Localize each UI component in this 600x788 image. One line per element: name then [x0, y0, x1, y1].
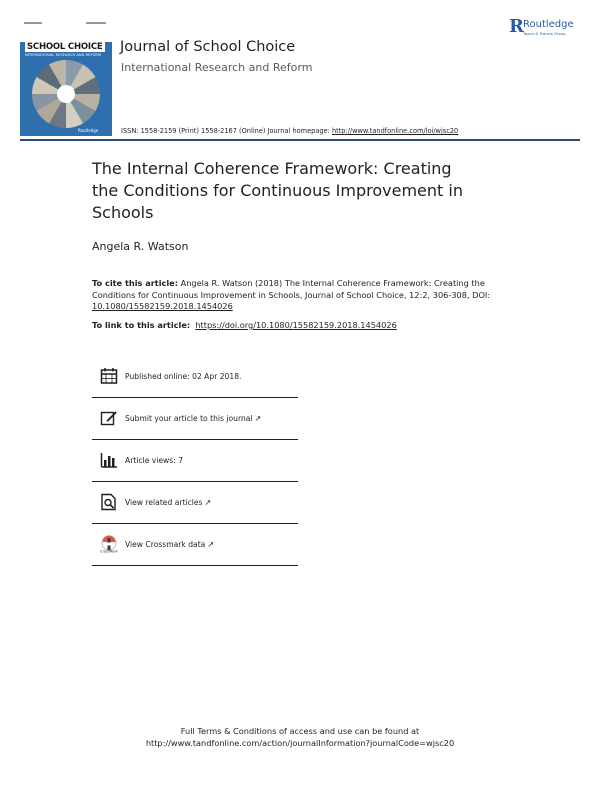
bar-chart-icon	[100, 451, 118, 469]
citation-text: Angela R. Watson (2018) The Internal Coherence Framework: Creating the Conditions for Continuous Improvement in Schools, Journal of School Choice, 12:2, 306-308, DOI:	[92, 278, 491, 300]
citation-doi-link[interactable]: 10.1080/15582159.2018.1454026	[92, 301, 233, 311]
cover-band	[20, 34, 112, 42]
submit-article-row[interactable]	[92, 398, 298, 440]
journal-subtitle: International Research and Reform	[121, 61, 313, 74]
cover-publisher: Routledge	[78, 128, 99, 133]
cover-title: SCHOOL CHOICE	[27, 42, 103, 52]
related-articles-row[interactable]	[92, 482, 298, 524]
routledge-logo-name: Routledge	[523, 19, 574, 30]
article-doi-url[interactable]: https://doi.org/10.1080/15582159.2018.1454026	[195, 320, 397, 330]
submit-article-label: Submit your article to this journal	[125, 414, 253, 423]
issn-line	[121, 127, 458, 135]
edit-icon	[100, 409, 118, 427]
article-views-text: Article views: 7	[125, 456, 184, 465]
related-articles-link[interactable]	[125, 498, 211, 507]
header-divider	[20, 139, 580, 141]
related-articles-icon	[100, 493, 118, 511]
cover-subtitle: INTERNATIONAL RESEARCH AND REFORM	[25, 53, 102, 57]
svg-text:CrossMark: CrossMark	[100, 549, 118, 553]
published-date-text: Published online: 02 Apr 2018.	[125, 372, 242, 381]
crossmark-link[interactable]	[125, 540, 214, 549]
crossmark-row[interactable]	[92, 524, 298, 566]
article-views-row	[92, 440, 298, 482]
cover-header-strip	[20, 20, 112, 34]
article-title	[92, 158, 532, 224]
article-author: Angela R. Watson	[92, 240, 189, 253]
citation-block	[92, 278, 522, 313]
routledge-logo	[509, 18, 583, 40]
footer-terms-text: Full Terms & Conditions of access and use can be found at	[180, 726, 420, 736]
routledge-logo-icon: R	[509, 16, 524, 37]
cover-wheel-hub	[57, 85, 75, 103]
article-title-line-1: The Internal Coherence Framework: Creating	[92, 159, 452, 178]
citation-label: To cite this article:	[92, 278, 178, 288]
journal-cover-image	[20, 20, 112, 136]
external-link-icon: ↗	[204, 498, 212, 507]
related-articles-label: View related articles	[125, 498, 203, 507]
journal-homepage-link[interactable]: http://www.tandfonline.com/loi/wjsc20	[331, 127, 459, 135]
routledge-logo-tagline: Taylor & Francis Group	[523, 31, 566, 36]
article-actions-panel	[92, 356, 298, 566]
external-link-icon: ↗	[207, 540, 215, 549]
submit-article-link[interactable]	[125, 414, 261, 423]
issn-text: ISSN: 1558-2159 (Print) 1558-2167 (Online) Journal homepage:	[121, 127, 332, 135]
crossmark-label: View Crossmark data	[125, 540, 206, 549]
calendar-icon	[100, 367, 118, 385]
journal-title: Journal of School Choice	[120, 39, 296, 55]
article-link-label: To link to this article:	[92, 320, 191, 330]
published-row	[92, 356, 298, 398]
footer-terms-link[interactable]: http://www.tandfonline.com/action/journalInformation?journalCode=wjsc20	[145, 738, 455, 748]
crossmark-icon	[100, 535, 118, 553]
article-title-line-3: Schools	[92, 203, 154, 222]
external-link-icon: ↗	[254, 414, 262, 423]
article-title-line-2: the Conditions for Continuous Improvement in	[92, 181, 463, 200]
article-link-line	[92, 320, 397, 330]
